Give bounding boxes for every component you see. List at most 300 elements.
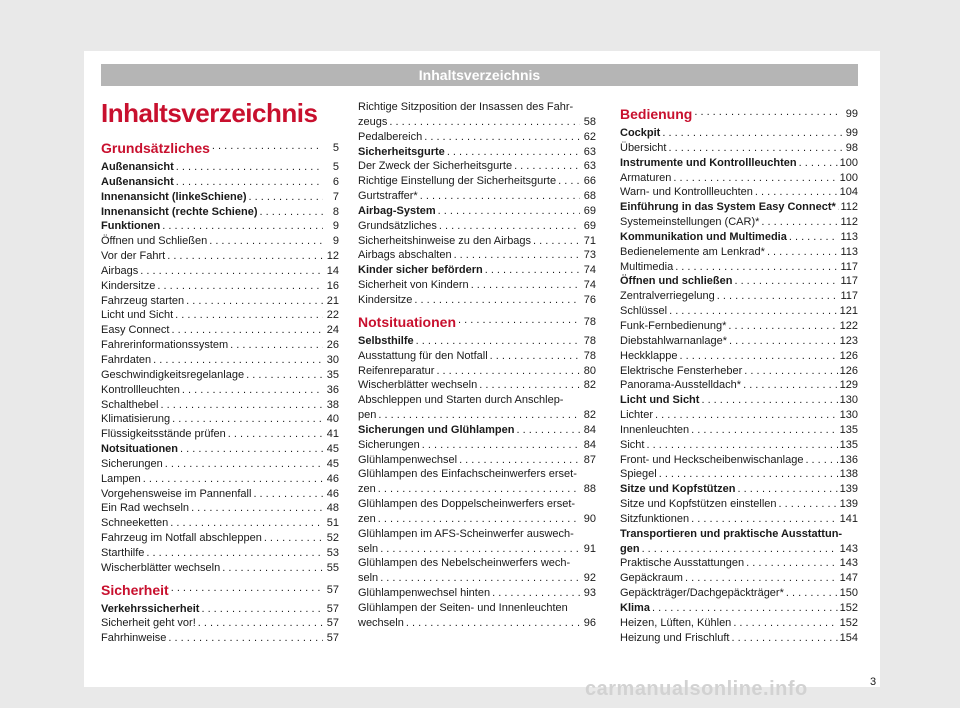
- toc-entry-title: Airbag-System: [358, 204, 436, 217]
- toc-section-heading[interactable]: [101, 137, 339, 157]
- toc-entry[interactable]: [620, 378, 858, 393]
- dot-leader: [799, 156, 838, 171]
- toc-entry-first-line[interactable]: Glühlampen des Nebelscheinwerfers wech-: [358, 557, 571, 570]
- dot-leader: [228, 427, 323, 442]
- dot-leader: [694, 103, 842, 121]
- toc-entry[interactable]: [358, 512, 596, 527]
- toc-entry-title: Übersicht: [620, 141, 667, 154]
- toc-entry-page: 117: [840, 275, 858, 288]
- toc-entry-title: Einführung in das System Easy Connect*: [620, 201, 836, 214]
- dot-leader: [743, 378, 838, 393]
- toc-entry-title: Sicherungen: [101, 457, 163, 470]
- toc-entry[interactable]: [101, 234, 339, 249]
- toc-entry-page: 82: [583, 409, 596, 422]
- toc-entry[interactable]: [620, 200, 858, 215]
- dot-leader: [378, 408, 580, 423]
- dot-leader: [389, 115, 580, 130]
- toc-entry-title: Grundsätzliches: [358, 219, 437, 232]
- toc-section-heading[interactable]: [101, 579, 339, 599]
- toc-entry-first-line[interactable]: Transportieren und praktische Ausstattun-: [620, 527, 843, 540]
- toc-entry[interactable]: [620, 274, 858, 289]
- toc-entry-title: Systemeinstellungen (CAR)*: [620, 216, 760, 229]
- toc-entry[interactable]: [620, 556, 858, 571]
- dot-leader: [679, 349, 837, 364]
- dot-leader: [662, 126, 842, 141]
- toc-entry[interactable]: [101, 531, 339, 546]
- toc-entry-title: Flüssigkeitsstände prüfen: [101, 428, 226, 441]
- toc-entry-first-line[interactable]: Richtige Sitzposition der Insassen des Fahr-: [358, 101, 574, 113]
- toc-entry[interactable]: [620, 542, 858, 557]
- toc-entry-title: Öffnen und schließen: [620, 275, 733, 288]
- toc-entry[interactable]: [358, 174, 596, 189]
- toc-entry[interactable]: [101, 561, 339, 576]
- toc-entry[interactable]: [101, 631, 339, 646]
- toc-entry-title: Sicht: [620, 438, 645, 451]
- toc-entry[interactable]: [101, 308, 339, 323]
- toc-entry-title: Vor der Fahrt: [101, 250, 166, 263]
- toc-entry-title: Schlüssel: [620, 305, 668, 318]
- toc-entry[interactable]: [101, 427, 339, 442]
- toc-entry-page: 117: [840, 290, 858, 303]
- toc-entry-title: Fahrzeug starten: [101, 294, 185, 307]
- dot-leader: [490, 349, 580, 364]
- toc-entry[interactable]: [101, 353, 339, 368]
- toc-entry[interactable]: [620, 393, 858, 408]
- dot-leader: [728, 319, 837, 334]
- toc-entry-page: 122: [839, 319, 858, 332]
- toc-entry-title: Innenansicht (rechte Schiene): [101, 205, 258, 218]
- toc-entry[interactable]: [101, 175, 339, 190]
- toc-entry[interactable]: [101, 412, 339, 427]
- dot-leader: [655, 408, 838, 423]
- toc-entry[interactable]: [358, 234, 596, 249]
- toc-entry-page: 141: [839, 512, 858, 525]
- toc-entry[interactable]: [101, 516, 339, 531]
- toc-entry-page: 53: [326, 546, 339, 559]
- dot-leader: [172, 412, 323, 427]
- toc-entry-first-line[interactable]: Glühlampen im AFS-Scheinwerfer auswech-: [358, 527, 574, 540]
- toc-entry-page: 78: [583, 334, 596, 347]
- toc-entry-page: 121: [839, 305, 858, 318]
- dot-leader: [701, 393, 837, 408]
- toc-entry[interactable]: [358, 130, 596, 145]
- dot-leader: [259, 205, 323, 220]
- toc-entry-title: Heizung und Frischluft: [620, 631, 730, 644]
- toc-entry[interactable]: [101, 472, 339, 487]
- toc-entry-title: Bedienung: [620, 106, 693, 122]
- dot-leader: [459, 453, 580, 468]
- toc-entry-page: 88: [583, 483, 596, 496]
- toc-entry[interactable]: [101, 383, 339, 398]
- dot-leader: [733, 616, 837, 631]
- toc-entry-page: 8: [332, 205, 339, 218]
- toc-entry[interactable]: [358, 378, 596, 393]
- toc-entry-title: Gurtstraffer*: [358, 190, 418, 203]
- dot-leader: [212, 137, 323, 155]
- dot-leader: [685, 571, 838, 586]
- dot-leader: [789, 230, 839, 245]
- toc-entry-title: Licht und Sicht: [620, 394, 700, 407]
- dot-leader: [222, 561, 323, 576]
- dot-leader: [675, 260, 838, 275]
- toc-entry-page: 5: [332, 142, 339, 154]
- toc-entry[interactable]: [101, 487, 339, 502]
- toc-entry-page: 51: [326, 517, 339, 530]
- toc-entry[interactable]: [358, 453, 596, 468]
- toc-entry[interactable]: [358, 616, 596, 631]
- toc-entry-page: 139: [839, 498, 858, 511]
- toc-entry[interactable]: [358, 263, 596, 278]
- toc-entry[interactable]: [620, 408, 858, 423]
- toc-entry[interactable]: [358, 159, 596, 174]
- page-title: Inhaltsverzeichnis: [101, 98, 318, 128]
- dot-leader: [558, 174, 580, 189]
- toc-entry-first-line[interactable]: Glühlampen der Seiten- und Innenleuchten: [358, 602, 568, 614]
- toc-entry-title: Diebstahlwarnanlage*: [620, 334, 728, 347]
- toc-entry-title: Funk-Fernbedienung*: [620, 319, 727, 332]
- dot-leader: [176, 175, 323, 190]
- toc-entry-page: 112: [840, 201, 858, 214]
- dot-leader: [161, 398, 324, 413]
- toc-section-heading[interactable]: [358, 311, 596, 331]
- toc-entry-title: Glühlampenwechsel: [358, 453, 458, 466]
- toc-entry-page: 9: [332, 220, 339, 233]
- toc-entry[interactable]: [358, 586, 596, 601]
- toc-entry[interactable]: [358, 248, 596, 263]
- toc-entry[interactable]: [620, 512, 858, 527]
- toc-entry[interactable]: [358, 408, 596, 423]
- dot-leader: [143, 472, 323, 487]
- toc-entry[interactable]: [358, 204, 596, 219]
- dot-leader: [182, 383, 323, 398]
- toc-entry[interactable]: [620, 349, 858, 364]
- toc-entry-title: Bedienelemente am Lenkrad*: [620, 245, 765, 258]
- toc-entry-title: Cockpit: [620, 127, 661, 139]
- toc-entry[interactable]: [620, 289, 858, 304]
- toc-entry-title: Ein Rad wechseln: [101, 502, 190, 515]
- dot-leader: [734, 274, 838, 289]
- dot-leader: [514, 159, 580, 174]
- toc-section-heading[interactable]: [620, 103, 858, 123]
- toc-entry[interactable]: [101, 616, 339, 631]
- dot-leader: [167, 249, 323, 264]
- toc-entry[interactable]: [358, 364, 596, 379]
- dot-leader: [416, 334, 580, 349]
- toc-entry[interactable]: [101, 546, 339, 561]
- toc-entry-first-line[interactable]: Abschleppen und Starten durch Anschlep-: [358, 394, 564, 407]
- toc-entry[interactable]: [358, 189, 596, 204]
- toc-entry-page: 16: [326, 279, 339, 292]
- toc-entry[interactable]: [620, 467, 858, 482]
- toc-entry[interactable]: [620, 616, 858, 631]
- toc-entry-page: 135: [839, 423, 858, 436]
- toc-entry[interactable]: [620, 230, 858, 245]
- dot-leader: [755, 185, 838, 200]
- toc-entry[interactable]: [620, 453, 858, 468]
- toc-entry[interactable]: [620, 185, 858, 200]
- toc-entry[interactable]: [101, 249, 339, 264]
- toc-entry-title: Ausstattung für den Notfall: [358, 349, 488, 362]
- toc-column-3: [620, 100, 858, 646]
- toc-entry-page: 66: [583, 175, 596, 188]
- dot-leader: [691, 423, 838, 438]
- toc-entry-page: 87: [583, 453, 596, 466]
- dot-leader: [786, 586, 838, 601]
- toc-entry[interactable]: [620, 334, 858, 349]
- toc-column-2: [358, 100, 596, 631]
- toc-entry-title: Spiegel: [620, 468, 657, 481]
- dot-leader: [209, 234, 323, 249]
- toc-entry[interactable]: [620, 364, 858, 379]
- toc-entry[interactable]: [620, 260, 858, 275]
- toc-entry-title: Innenansicht (linkeSchiene): [101, 190, 247, 203]
- toc-entry-page: 117: [840, 260, 858, 273]
- toc-entry[interactable]: [101, 190, 339, 205]
- toc-entry-page: 14: [326, 264, 339, 277]
- toc-entry[interactable]: [620, 319, 858, 334]
- dot-leader: [479, 378, 580, 393]
- page-number: 3: [870, 676, 877, 688]
- toc-entry-page: 57: [326, 583, 339, 596]
- toc-entry-page: 52: [326, 532, 339, 545]
- toc-entry-title: Sitzfunktionen: [620, 512, 690, 525]
- toc-entry-page: 126: [839, 364, 858, 377]
- dot-leader: [717, 289, 839, 304]
- toc-entry[interactable]: [101, 264, 339, 279]
- toc-entry-page: 30: [326, 353, 339, 366]
- toc-entry[interactable]: [101, 398, 339, 413]
- toc-entry-title: Warn- und Kontrollleuchten: [620, 186, 753, 199]
- toc-entry-page: 26: [326, 339, 339, 352]
- toc-entry-title: zeugs: [358, 115, 388, 128]
- toc-entry[interactable]: [620, 601, 858, 616]
- toc-entry[interactable]: [620, 586, 858, 601]
- dot-leader: [191, 501, 323, 516]
- dot-leader: [414, 293, 580, 308]
- toc-entry-title: seln: [358, 542, 379, 555]
- dot-leader: [146, 546, 323, 561]
- toc-entry-page: 57: [326, 602, 339, 615]
- dot-leader: [805, 453, 837, 468]
- toc-entry[interactable]: [101, 205, 339, 220]
- toc-entry-title: Sicherheit geht vor!: [101, 617, 196, 630]
- toc-entry-page: 82: [583, 379, 596, 392]
- toc-entry[interactable]: [101, 338, 339, 353]
- toc-entry-title: Sicherungen: [358, 438, 420, 451]
- toc-entry[interactable]: [620, 571, 858, 586]
- toc-entry-title: Lichter: [620, 409, 654, 422]
- dot-leader: [168, 631, 323, 646]
- toc-entry-page: 138: [839, 468, 858, 481]
- dot-leader: [248, 190, 323, 205]
- toc-entry[interactable]: [101, 457, 339, 472]
- toc-entry-page: 135: [839, 438, 858, 451]
- toc-entry-title: Wischerblätter wechseln: [101, 561, 221, 574]
- dot-leader: [378, 512, 580, 527]
- toc-entry-title: Klimatisierung: [101, 413, 171, 426]
- toc-entry-page: 99: [845, 108, 858, 120]
- toc-entry[interactable]: [101, 294, 339, 309]
- toc-entry-page: 6: [332, 175, 339, 188]
- toc-entry[interactable]: [101, 279, 339, 294]
- toc-entry-page: 129: [839, 379, 858, 392]
- toc-entry-page: 41: [326, 428, 339, 441]
- toc-entry-page: 74: [583, 279, 596, 292]
- toc-entry-title: Sitze und Kopfstützen einstellen: [620, 498, 777, 511]
- toc-entry-title: Airbags abschalten: [358, 249, 452, 262]
- toc-entry[interactable]: [101, 368, 339, 383]
- toc-entry-page: 22: [326, 309, 339, 322]
- toc-entry[interactable]: [358, 219, 596, 234]
- toc-entry-page: 126: [839, 349, 858, 362]
- toc-entry-page: 78: [583, 349, 596, 362]
- dot-leader: [162, 219, 323, 234]
- dot-leader: [436, 364, 580, 379]
- toc-entry[interactable]: [620, 245, 858, 260]
- toc-entry-page: 93: [583, 587, 596, 600]
- toc-entry-page: 80: [583, 364, 596, 377]
- dot-leader: [642, 542, 838, 557]
- dot-leader: [454, 248, 580, 263]
- toc-entry-title: Klima: [620, 602, 650, 614]
- dot-leader: [153, 353, 323, 368]
- toc-entry-title: Glühlampenwechsel hinten: [358, 587, 491, 600]
- toc-entry-title: Multimedia: [620, 260, 674, 273]
- dot-leader: [165, 457, 323, 472]
- toc-entry[interactable]: [620, 438, 858, 453]
- toc-entry-page: 69: [583, 219, 596, 232]
- toc-entry[interactable]: [101, 501, 339, 516]
- toc-entry-page: 5: [332, 161, 339, 173]
- toc-entry-first-line[interactable]: Glühlampen des Einfachscheinwerfers erset-: [358, 468, 577, 481]
- dot-leader: [447, 145, 580, 160]
- dot-leader: [673, 171, 837, 186]
- toc-entry-title: Schalthebel: [101, 398, 159, 411]
- toc-entry[interactable]: [101, 160, 339, 175]
- dot-leader: [533, 234, 580, 249]
- dot-leader: [380, 571, 580, 586]
- dot-leader: [761, 215, 838, 230]
- toc-entry[interactable]: [358, 571, 596, 586]
- dot-leader: [779, 497, 838, 512]
- toc-entry-page: 152: [839, 616, 858, 629]
- toc-entry-page: 154: [839, 631, 858, 644]
- toc-entry[interactable]: [620, 215, 858, 230]
- toc-entry[interactable]: [358, 278, 596, 293]
- dot-leader: [485, 263, 580, 278]
- dot-leader: [198, 616, 323, 631]
- toc-entry-title: Gepäckraum: [620, 572, 683, 585]
- toc-entry-page: 136: [839, 453, 858, 466]
- toc-entry[interactable]: [358, 423, 596, 438]
- toc-entry-title: Easy Connect: [101, 324, 170, 337]
- toc-entry-page: 78: [583, 315, 596, 328]
- dot-leader: [438, 204, 580, 219]
- toc-entry[interactable]: [358, 482, 596, 497]
- toc-entry-page: 46: [326, 487, 339, 500]
- dot-leader: [767, 245, 839, 260]
- toc-entry[interactable]: [358, 349, 596, 364]
- toc-entry-title: Instrumente und Kontrollleuchten: [620, 156, 797, 169]
- toc-entry[interactable]: [620, 126, 858, 141]
- dot-leader: [201, 602, 323, 617]
- toc-entry-title: wechseln: [358, 616, 404, 629]
- dot-leader: [140, 264, 323, 279]
- toc-entry-first-line[interactable]: Glühlampen des Doppelscheinwerfers erset-: [358, 498, 576, 511]
- toc-entry[interactable]: [101, 219, 339, 234]
- toc-entry-title: Elektrische Fensterheber: [620, 364, 743, 377]
- toc-entry-page: 113: [840, 245, 858, 258]
- toc-entry-page: 74: [583, 264, 596, 277]
- toc-entry[interactable]: [620, 171, 858, 186]
- toc-entry[interactable]: [620, 423, 858, 438]
- toc-entry[interactable]: [358, 115, 596, 130]
- dot-leader: [170, 516, 323, 531]
- toc-entry[interactable]: [620, 631, 858, 646]
- dot-leader: [157, 279, 323, 294]
- toc-entry-page: 84: [583, 438, 596, 451]
- dot-leader: [424, 130, 580, 145]
- toc-entry-title: Sicherheitshinweise zu den Airbags: [358, 234, 532, 247]
- toc-entry[interactable]: [358, 438, 596, 453]
- toc-entry-title: Kontrollleuchten: [101, 383, 180, 396]
- toc-entry[interactable]: [101, 323, 339, 338]
- dot-leader: [186, 294, 323, 309]
- dot-leader: [253, 487, 323, 502]
- toc-entry-page: 73: [583, 249, 596, 262]
- toc-entry[interactable]: [358, 334, 596, 349]
- toc-entry[interactable]: [620, 156, 858, 171]
- toc-entry-title: Kinder sicher befördern: [358, 264, 483, 277]
- dot-leader: [669, 304, 838, 319]
- toc-entry[interactable]: [620, 497, 858, 512]
- dot-leader: [378, 482, 580, 497]
- dot-leader: [422, 438, 580, 453]
- toc-entry[interactable]: [358, 145, 596, 160]
- toc-entry[interactable]: [101, 602, 339, 617]
- toc-entry-title: Sicherheitsgurte: [358, 145, 445, 158]
- toc-entry-page: 38: [326, 398, 339, 411]
- toc-entry-page: 71: [583, 234, 596, 247]
- toc-entry-page: 45: [326, 443, 339, 456]
- dot-leader: [492, 586, 580, 601]
- toc-entry-page: 63: [583, 160, 596, 173]
- toc-entry-page: 123: [839, 334, 858, 347]
- toc-entry-title: Verkehrssicherheit: [101, 602, 200, 615]
- toc-entry-title: Selbsthilfe: [358, 334, 414, 347]
- toc-entry[interactable]: [620, 482, 858, 497]
- toc-entry-page: 100: [839, 156, 858, 169]
- toc-entry-page: 40: [326, 413, 339, 426]
- toc-entry-page: 143: [839, 557, 858, 570]
- toc-entry-page: 139: [839, 483, 858, 496]
- toc-entry[interactable]: [620, 304, 858, 319]
- toc-entry-page: 9: [332, 235, 339, 248]
- toc-entry[interactable]: [358, 542, 596, 557]
- toc-entry-page: 112: [840, 216, 858, 229]
- toc-entry-title: Funktionen: [101, 220, 161, 233]
- toc-entry-title: pen: [358, 409, 377, 422]
- toc-entry[interactable]: [101, 442, 339, 457]
- toc-entry-page: 150: [839, 587, 858, 600]
- toc-entry-title: Fahrhinweise: [101, 632, 167, 645]
- toc-entry[interactable]: [358, 293, 596, 308]
- dot-leader: [458, 311, 580, 329]
- dot-leader: [230, 338, 323, 353]
- toc-entry-page: 130: [839, 394, 858, 407]
- toc-entry-title: Schneeketten: [101, 517, 169, 530]
- toc-entry[interactable]: [620, 141, 858, 156]
